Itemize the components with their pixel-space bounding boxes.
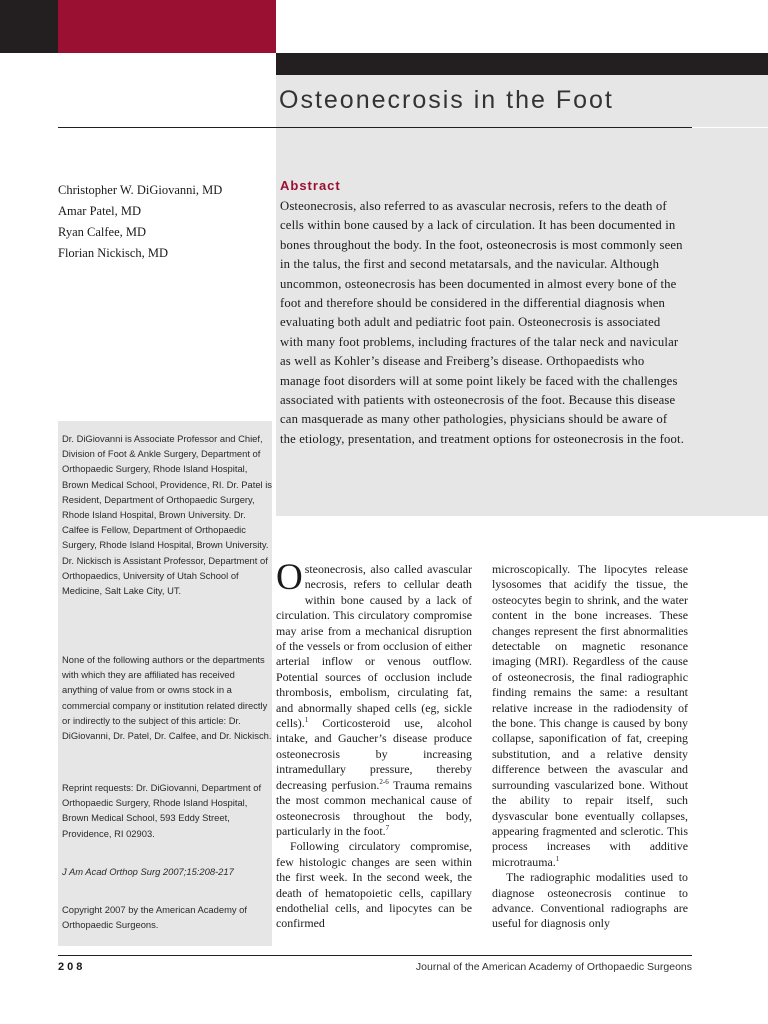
author-name: Christopher W. DiGiovanni, MD	[58, 183, 223, 197]
header-black-bar	[276, 53, 768, 75]
body-text: steonecrosis, also called avascular necrosis, refers to cellular death within bone caused by a lack of circulation. This circulatory compromise may arise from a mechanical disruption of the vessels or from occlusion of either arterial inflow or venous outflow. Potential sources of occlusion include thrombosis, embolism, circulating fat, and abnormally shaped cells (eg, sickle cells).	[276, 562, 472, 731]
body-paragraph	[276, 557, 472, 839]
header-red-block	[58, 0, 276, 53]
disclosure-note: None of the following authors or the departments with which they are affiliated has received anything of value from or owns stock in a commercial company or institution related directly or indirectly to the subject of this article: Dr. DiGiovanni, Dr. Patel, Dr. Calfee, and Dr. Nickisch.	[62, 654, 272, 742]
article-title: Osteonecrosis in the Foot	[279, 86, 614, 114]
body-paragraph: Following circulatory compromise, few histologic changes are seen within the first week. In the second week, the death of hematopoietic cells, capillary endothelial cells, and lipocytes can be confirmed	[276, 839, 472, 931]
author-name: Florian Nickisch, MD	[58, 246, 169, 260]
body-paragraph	[492, 562, 688, 870]
citation-note: J Am Acad Orthop Surg 2007;15:208-217	[62, 866, 234, 877]
body-column-2	[492, 562, 688, 932]
abstract-heading: Abstract	[280, 178, 341, 193]
footer-rule	[58, 955, 692, 956]
reference-mark: 2-6	[379, 777, 389, 786]
reference-mark: 1	[304, 716, 309, 725]
body-column-1	[276, 557, 472, 932]
page-number: 208	[58, 961, 86, 973]
journal-name: Journal of the American Academy of Orthopaedic Surgeons	[415, 961, 692, 973]
author-name: Ryan Calfee, MD	[58, 225, 147, 239]
body-text: Corticosteroid use, alcohol intake, and Gaucher’s disease produce osteonecrosis by increasing intramedullary pressure, thereby decreasing perfusion.	[276, 716, 472, 792]
author-list	[58, 180, 222, 264]
body-paragraph: The radiographic modalities used to diagnose osteonecrosis continue to advance. Conventional radiographs are useful for diagnosis only	[492, 870, 688, 931]
reference-mark: 7	[385, 823, 390, 832]
body-text: Trauma remains the most common mechanical cause of osteonecrosis throughout the body, particularly in the foot.	[276, 777, 472, 838]
drop-cap: O	[276, 557, 303, 598]
author-name: Amar Patel, MD	[58, 204, 141, 218]
reference-mark: 1	[555, 854, 560, 863]
affiliations-note: Dr. DiGiovanni is Associate Professor and Chief, Division of Foot & Ankle Surgery, Department of Orthopaedic Surgery, Rhode Island Hospital, Brown Medical School, Providence, RI. Dr. Patel is Resident, Department of Orthopaedic Surgery, Rhode Island Hospital, Brown University. Dr. Calfee is Fellow, Department of Orthopaedic Surgery, Rhode Island Hospital, Brown University. Dr. Nickisch is Assistant Professor, Department of Orthopaedics, University of Utah School of Medicine, Salt Lake City, UT.	[62, 433, 272, 597]
copyright-note: Copyright 2007 by the American Academy of Orthopaedic Surgeons.	[62, 904, 247, 931]
body-text: microscopically. The lipocytes release lysosomes that acidify the tissue, the osteocytes begin to shrink, and the water content in the bone increases. These changes represent the first abnormalities detectable on magnetic resonance imaging (MRI). Regardless of the cause of osteonecrosis, the final radiographic finding remains the same: a resultant relative increase in the radiodensity of the bone. This change is caused by bony collapse, saponification of fat, creeping substitution, and a relative density difference between the avascular and surrounding vascularized bone. Without the ability to repair itself, such dysvascular bone eventually collapses, appearing fragmented and sclerotic. This process increases with additive microtrauma.	[492, 562, 688, 869]
reprint-note: Reprint requests: Dr. DiGiovanni, Department of Orthopaedic Surgery, Rhode Island Hospital, Brown Medical School, 593 Eddy Street, Providence, RI 02903.	[62, 782, 262, 839]
header-black-block	[0, 0, 58, 53]
abstract-text: Osteonecrosis, also referred to as avascular necrosis, refers to the death of cells within bone caused by a lack of circulation. It has been documented in bones throughout the body. In the foot, osteonecrosis is most commonly seen in the talus, the first and second metatarsals, and the navicular. Although uncommon, osteonecrosis has been documented in almost every bone of the foot and therefore should be considered in the differential diagnosis when evaluating both adult and pediatric foot pain. Osteonecrosis is associated with many foot problems, including fractures of the talar neck and navicular as well as Kohler’s disease and Freiberg’s disease. Orthopaedists who manage foot disorders will at some point likely be faced with the challenges associated with patients with osteonecrosis of the foot. Because this disease can masquerade as many other pathologies, physicians should be aware of the etiology, presentation, and treatment options for osteonecrosis in the foot.	[280, 199, 685, 446]
